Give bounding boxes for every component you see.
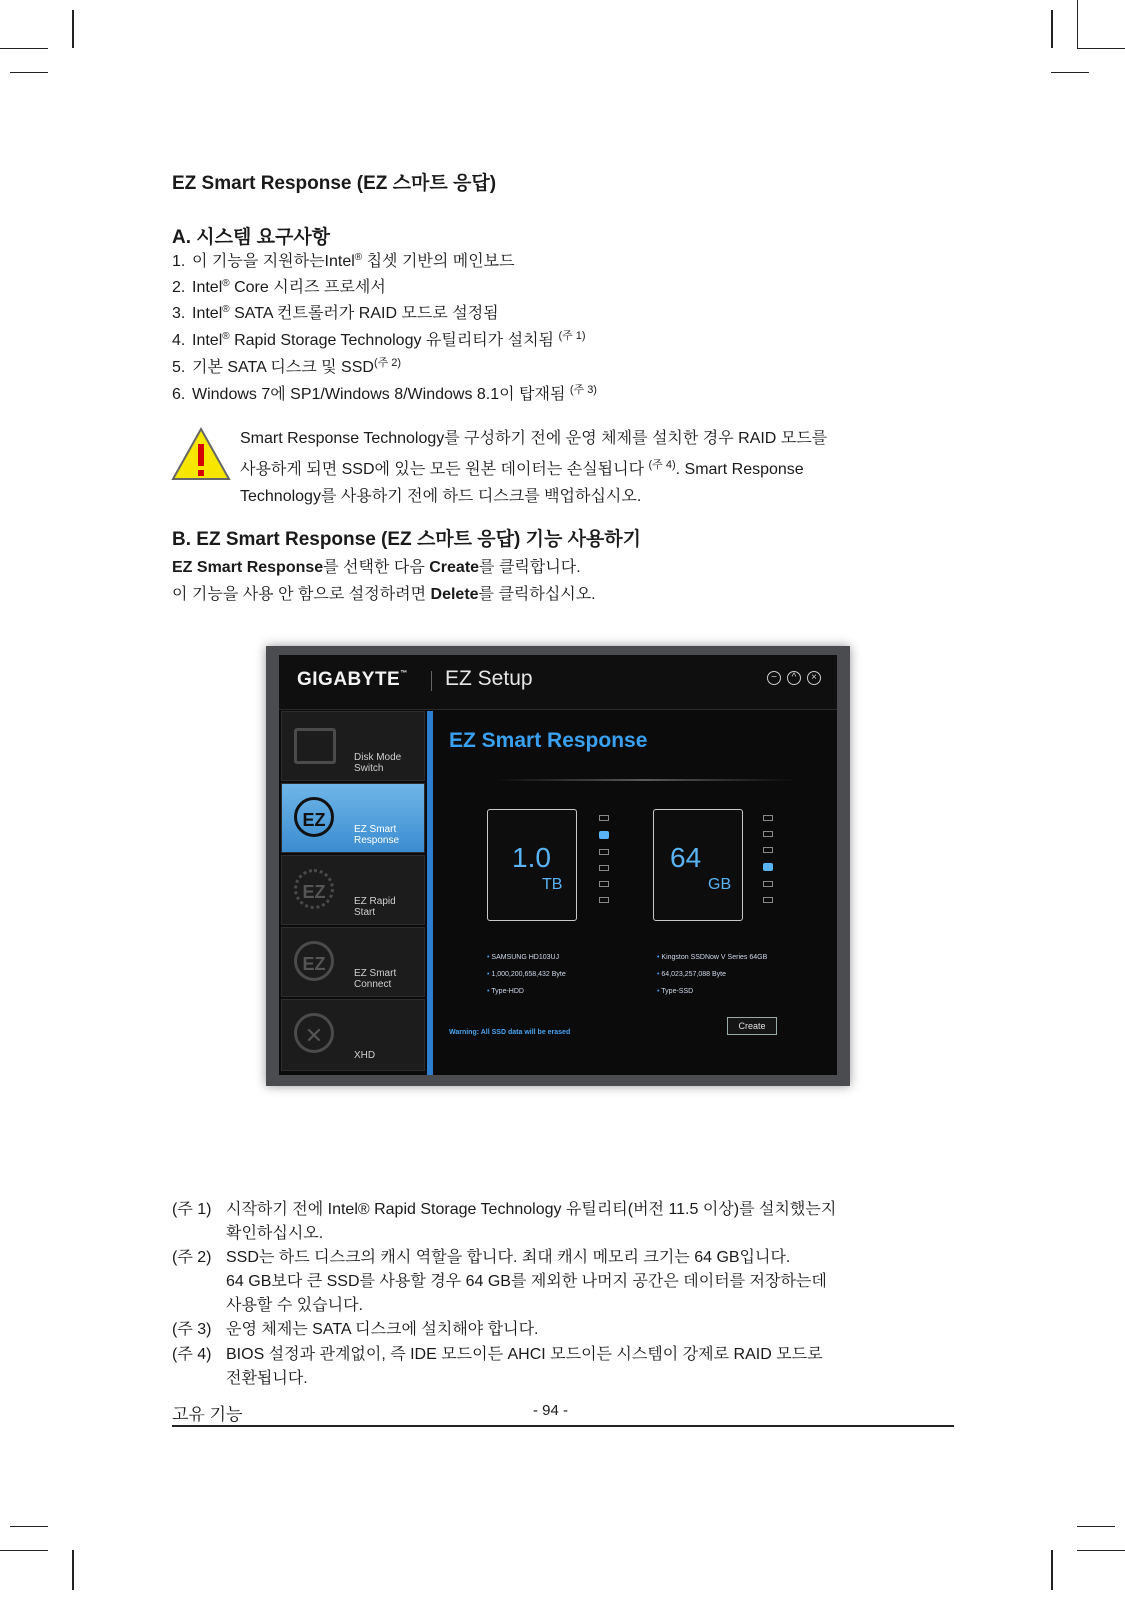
crop-mark: [1051, 72, 1089, 73]
window-title: EZ Setup: [445, 667, 533, 690]
crop-mark: [10, 72, 48, 73]
xhd-icon: ✕: [294, 1013, 334, 1053]
requirement-item: 1. 이 기능을 지원하는Intel® 칩셋 기반의 메인보드: [172, 252, 515, 270]
ez-connect-icon: EZ: [294, 941, 334, 981]
close-icon[interactable]: ×: [807, 671, 821, 685]
disk-icon: [294, 728, 336, 764]
ssd-unit: GB: [708, 876, 732, 893]
app-window: [279, 655, 837, 1075]
crop-mark: [1077, 1526, 1115, 1527]
hdd-slots: [599, 815, 609, 913]
page-title: EZ Smart Response (EZ 스마트 응답): [172, 173, 497, 194]
ssd-capacity: 64: [670, 842, 702, 873]
sidebar-item-xhd[interactable]: ✕ XHD: [281, 999, 425, 1071]
sidebar-item-disk-mode-switch[interactable]: Disk Mode Switch: [281, 711, 425, 781]
create-button[interactable]: Create: [727, 1017, 777, 1035]
app-screenshot: [266, 646, 850, 1086]
requirement-item: 4. Intel® Rapid Storage Technology 유틸리티가 설치됨 $^{(주 1)}$: [172, 330, 586, 349]
main-title: EZ Smart Response: [449, 729, 648, 752]
divider: [495, 779, 795, 781]
app-header: [279, 655, 837, 710]
sidebar-item-ez-smart-connect[interactable]: EZ EZ Smart Connect: [281, 927, 425, 997]
footnote: (주 4) BIOS 설정과 관계없이, 즉 IDE 모드이든 AHCI 모드이든 시스템이 강제로 RAID 모드로 전환됩니다.: [172, 1346, 823, 1387]
requirement-item: 6. Windows 7에 SP1/Windows 8/Windows 8.1이 탑재됨 $^{(주 3)}$: [172, 384, 597, 403]
footer-rule: [172, 1425, 954, 1427]
warning-text: Smart Response Technology를 구성하기 전에 운영 체제를 설치한 경우 RAID 모드를 사용하게 되면 SSD에 있는 모든 원본 데이터는 손실됩니다 $^{(주 4)}$. Smart Response Technology를 사용하기 전에 하드 디스크를 백업하십시오.: [240, 430, 828, 505]
ez-rapid-icon: EZ: [294, 869, 334, 909]
page-number: - 94 -: [533, 1402, 569, 1419]
gigabyte-logo: GIGABYTE™: [297, 669, 408, 690]
hdd-drive[interactable]: [487, 809, 577, 921]
footnote: (주 3) 운영 체제는 SATA 디스크에 설치해야 합니다.: [172, 1321, 539, 1338]
minimize-icon[interactable]: −: [767, 671, 781, 685]
ssd-drive[interactable]: [653, 809, 743, 921]
crop-mark: [1077, 48, 1125, 49]
crop-mark: [0, 1550, 48, 1551]
crop-mark: [72, 1550, 74, 1590]
hdd-info: • SAMSUNG HD103UJ • 1,000,200,658,432 Byte • Type-HDD: [487, 949, 566, 1000]
instruction-line: EZ Smart Response를 선택한 다음 Create를 클릭합니다.: [172, 559, 581, 576]
settings-icon[interactable]: ^: [787, 671, 801, 685]
footer-section: 고유 기능: [172, 1405, 243, 1424]
selection-bar: [427, 711, 433, 1075]
crop-mark: [0, 48, 48, 49]
section-b-heading: B. EZ Smart Response (EZ 스마트 응답) 기능 사용하기: [172, 529, 641, 550]
requirement-item: 3. Intel® SATA 컨트롤러가 RAID 모드로 설정됨: [172, 304, 499, 322]
section-a-heading: A. 시스템 요구사항: [172, 227, 331, 248]
ez-icon: EZ: [294, 797, 334, 837]
crop-mark: [10, 1526, 48, 1527]
sidebar-item-ez-rapid-start[interactable]: EZ EZ Rapid Start: [281, 855, 425, 925]
warning-icon: [170, 426, 232, 482]
instruction-line: 이 기능을 사용 안 함으로 설정하려면 Delete를 클릭하십시오.: [172, 586, 596, 603]
crop-mark: [1051, 1550, 1053, 1590]
requirement-item: 5. 기본 SATA 디스크 및 SSD$^{(주 2)}$: [172, 357, 402, 376]
crop-mark: [1051, 10, 1053, 48]
crop-mark: [1077, 1550, 1125, 1551]
ssd-slots: [763, 815, 773, 913]
hdd-unit: TB: [542, 876, 563, 893]
erase-warning: Warning: All SSD data will be erased: [449, 1029, 571, 1036]
divider: [431, 671, 432, 691]
ssd-info: • Kingston SSDNow V Series 64GB • 64,023,257,088 Byte • Type-SSD: [657, 949, 767, 1000]
footnote: (주 1) 시작하기 전에 Intel® Rapid Storage Technology 유틸리티(버전 11.5 이상)를 설치했는지 확인하십시오.: [172, 1201, 837, 1242]
requirement-item: 2. Intel® Core 시리즈 프로세서: [172, 278, 386, 296]
footnote: (주 2) SSD는 하드 디스크의 캐시 역할을 합니다. 최대 캐시 메모리 크기는 64 GB입니다. 64 GB보다 큰 SSD를 사용할 경우 64 GB를 제외한 나머지 공간은 데이터를 저장하는데 사용할 수 있습니다.: [172, 1249, 827, 1314]
crop-mark: [1077, 0, 1078, 48]
main-panel: [435, 711, 837, 1075]
crop-mark: [72, 10, 74, 48]
sidebar-item-ez-smart-response[interactable]: EZ EZ Smart Response: [281, 783, 425, 853]
sidebar: [279, 711, 427, 1075]
hdd-capacity: 1.0: [512, 842, 551, 873]
